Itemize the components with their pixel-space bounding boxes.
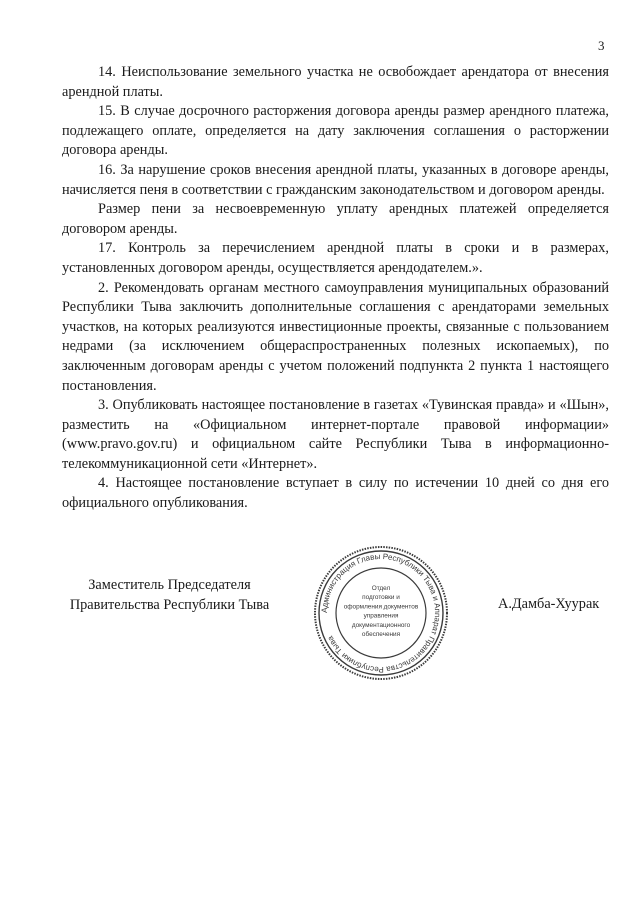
page-number: 3 (598, 38, 605, 53)
document-body (62, 63, 609, 514)
stamp-ring-text: Администрация Главы Республики Тыва и Аппарат Правительства Республики Тыва (319, 551, 443, 675)
stamp-center-line: подготовки и (362, 594, 400, 602)
paragraph-17: 17. Контроль за перечислением арендной платы в сроки и в размерах, установленных договором аренды, осуществляется арендодателем.». (62, 240, 609, 276)
stamp-center-line: обеспечения (361, 631, 401, 638)
signatory-title (62, 576, 277, 615)
paragraph-14: 14. Неиспользование земельного участка не освобождает арендатора от внесения арендной платы. (62, 64, 609, 100)
stamp-center-text (344, 585, 419, 638)
stamp-center-line: документационного (351, 621, 411, 629)
paragraph-16: 16. За нарушение сроков внесения арендной платы, указанных в договоре аренды, начисляется пеня в соответствии с гражданским законодательством и договором аренды. (62, 161, 609, 198)
paragraph-penalty: Размер пени за несвоевременную уплату арендных платежей определяется договором аренды. (62, 201, 609, 237)
paragraph-15: 15. В случае досрочного расторжения договора аренды размер арендного платежа, подлежащего оплате, определяется на дату заключения соглашения о расторжении договора аренды. (62, 103, 609, 159)
paragraph-item-2: 2. Рекомендовать органам местного самоуправления муниципальных образований Республики Тыва заключить дополнительные соглашения с арендаторами земельных участков, на которых реализуются инвестиционные проекты, связанные с пользованием недрами (за исключением общераспространенных полезных ископаемых), по заключенным договорам аренды с учетом положений подпункта 2 пункта 1 настоящего постановления. (62, 279, 609, 394)
stamp-center-line: Отдел (371, 585, 391, 592)
paragraph-item-4: 4. Настоящее постановление вступает в силу по истечении 10 дней со дня его официального опубликования. (62, 475, 609, 512)
stamp-center-line: оформления документов (343, 603, 419, 611)
stamp-center-line: управления (363, 612, 399, 620)
paragraph-item-3: 3. Опубликовать настоящее постановление в газетах «Тувинская правда» и «Шын», разместить на «Официальном интернет-портале правовой информации» (www.pravo.gov.ru) и официальном сайте Республики Тыва в информационно-телекоммуникационной сети «Интернет». (62, 397, 609, 472)
signatory-title-line2: Правительства Республики Тыва (69, 596, 270, 613)
stamp-seal-icon (312, 544, 450, 682)
official-stamp (312, 544, 450, 682)
signatory-title-line1: Заместитель Председателя (88, 577, 251, 593)
signatory-name: А.Дамба-Хуурак (498, 596, 600, 612)
